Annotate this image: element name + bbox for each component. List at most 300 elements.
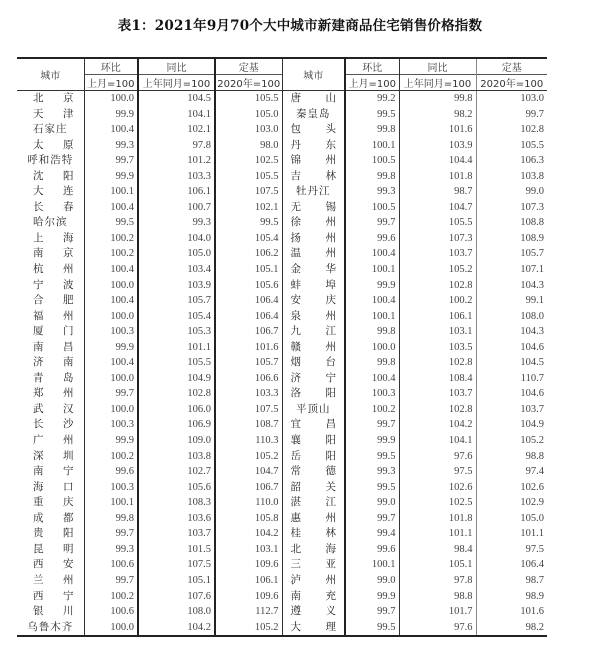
- yoy-value-right: 101.7: [399, 604, 476, 620]
- table-row: [17, 153, 547, 169]
- yoy-value-right: 101.1: [399, 526, 476, 542]
- mom-value-left: 99.9: [84, 169, 138, 185]
- header-mom-sub-right: 上月=100: [345, 75, 399, 91]
- city-name-left: [17, 464, 84, 480]
- yoy-value-left: 101.1: [138, 340, 215, 356]
- base-value-right: 101.6: [476, 604, 547, 620]
- city-name-left: [17, 122, 84, 138]
- table-row: [17, 433, 547, 449]
- city-label: 西 宁: [33, 589, 74, 602]
- city-label: 温 州: [290, 247, 336, 260]
- city-label: 银 川: [33, 605, 74, 618]
- city-name-left: [17, 495, 84, 511]
- yoy-value-right: 104.1: [399, 433, 476, 449]
- mom-value-right: 100.1: [345, 262, 399, 278]
- base-value-right: 110.7: [476, 371, 547, 387]
- header-mom-sub-left: 上月=100: [84, 75, 138, 91]
- city-name-right: [282, 620, 345, 637]
- city-name-right: [282, 542, 345, 558]
- yoy-value-right: 97.5: [399, 464, 476, 480]
- base-value-left: 106.7: [215, 480, 282, 496]
- city-label: 呼和浩特: [27, 154, 74, 167]
- mom-value-left: 100.1: [84, 184, 138, 200]
- yoy-value-left: 101.2: [138, 153, 215, 169]
- yoy-value-left: 102.1: [138, 122, 215, 138]
- base-value-right: 104.6: [476, 340, 547, 356]
- mom-value-right: 99.8: [345, 122, 399, 138]
- yoy-value-left: 103.4: [138, 262, 215, 278]
- mom-value-right: 99.7: [345, 511, 399, 527]
- city-label: 赣 州: [290, 340, 336, 353]
- mom-value-left: 100.4: [84, 355, 138, 371]
- table-row: [17, 324, 547, 340]
- base-value-left: 106.6: [215, 371, 282, 387]
- city-name-left: [17, 573, 84, 589]
- city-label: 乌鲁木齐: [27, 620, 74, 633]
- table-row: [17, 604, 547, 620]
- yoy-value-right: 105.2: [399, 262, 476, 278]
- mom-value-right: 99.6: [345, 231, 399, 247]
- yoy-value-left: 103.6: [138, 511, 215, 527]
- city-label: 襄 阳: [290, 434, 336, 447]
- base-value-right: 97.4: [476, 464, 547, 480]
- city-name-right: [282, 262, 345, 278]
- city-name-left: [17, 433, 84, 449]
- city-label: 郑 州: [33, 387, 74, 400]
- base-value-right: 99.7: [476, 107, 547, 123]
- yoy-value-left: 103.3: [138, 169, 215, 185]
- table-row: [17, 402, 547, 418]
- city-name-right: [282, 231, 345, 247]
- mom-value-left: 99.7: [84, 526, 138, 542]
- base-value-right: 103.8: [476, 169, 547, 185]
- yoy-value-left: 106.0: [138, 402, 215, 418]
- mom-value-right: 99.8: [345, 324, 399, 340]
- city-label: 韶 关: [290, 480, 336, 493]
- table-row: [17, 464, 547, 480]
- table-row: [17, 589, 547, 605]
- mom-value-left: 100.0: [84, 620, 138, 637]
- yoy-value-left: 106.1: [138, 184, 215, 200]
- city-name-left: [17, 169, 84, 185]
- base-value-left: 99.5: [215, 215, 282, 231]
- base-value-right: 101.1: [476, 526, 547, 542]
- table-row: [17, 355, 547, 371]
- mom-value-right: 100.1: [345, 309, 399, 325]
- yoy-value-right: 107.3: [399, 231, 476, 247]
- mom-value-left: 100.1: [84, 495, 138, 511]
- mom-value-right: 99.5: [345, 107, 399, 123]
- city-label: 北 海: [290, 542, 336, 555]
- base-value-left: 107.5: [215, 184, 282, 200]
- mom-value-left: 100.2: [84, 231, 138, 247]
- mom-value-right: 99.7: [345, 604, 399, 620]
- city-label: 福 州: [33, 309, 74, 322]
- city-label: 深 圳: [33, 449, 74, 462]
- header-city-right: 城市: [282, 58, 345, 91]
- table-row: [17, 449, 547, 465]
- yoy-value-left: 105.7: [138, 293, 215, 309]
- mom-value-right: 100.5: [345, 200, 399, 216]
- base-value-right: 108.9: [476, 231, 547, 247]
- city-label: 无 锡: [290, 200, 336, 213]
- mom-value-left: 100.4: [84, 122, 138, 138]
- yoy-value-left: 104.0: [138, 231, 215, 247]
- city-label: 大 理: [290, 620, 336, 633]
- base-value-left: 110.3: [215, 433, 282, 449]
- table-row: [17, 200, 547, 216]
- header-mom-left: 环比: [84, 58, 138, 75]
- city-label: 岳 阳: [290, 449, 336, 462]
- table-row: [17, 386, 547, 402]
- mom-value-left: 100.6: [84, 557, 138, 573]
- city-name-right: [282, 91, 345, 107]
- city-name-left: [17, 262, 84, 278]
- yoy-value-right: 98.2: [399, 107, 476, 123]
- mom-value-right: 100.3: [345, 386, 399, 402]
- base-value-right: 105.5: [476, 138, 547, 154]
- city-label: 洛 阳: [290, 387, 336, 400]
- base-value-left: 106.4: [215, 293, 282, 309]
- yoy-value-left: 102.7: [138, 464, 215, 480]
- city-label: 济 南: [33, 356, 74, 369]
- city-name-left: [17, 340, 84, 356]
- base-value-right: 105.0: [476, 511, 547, 527]
- base-value-left: 103.3: [215, 386, 282, 402]
- mom-value-left: 99.6: [84, 464, 138, 480]
- table-row: [17, 184, 547, 200]
- yoy-value-left: 104.1: [138, 107, 215, 123]
- header-base-right: 定基: [476, 58, 547, 75]
- city-label: 徐 州: [290, 216, 336, 229]
- city-label: 宜 昌: [290, 418, 336, 431]
- city-label: 石家庄: [33, 123, 68, 136]
- table-row: [17, 620, 547, 637]
- yoy-value-right: 103.7: [399, 246, 476, 262]
- yoy-value-right: 97.6: [399, 449, 476, 465]
- city-label: 西 安: [33, 558, 74, 571]
- city-name-right: [282, 464, 345, 480]
- yoy-value-left: 108.0: [138, 604, 215, 620]
- city-label: 上 海: [33, 231, 74, 244]
- yoy-value-right: 101.6: [399, 122, 476, 138]
- yoy-value-right: 102.8: [399, 278, 476, 294]
- table-row: [17, 246, 547, 262]
- city-label: 南 宁: [33, 465, 74, 478]
- base-value-left: 105.5: [215, 169, 282, 185]
- table-row: [17, 107, 547, 123]
- base-value-left: 105.4: [215, 231, 282, 247]
- yoy-value-right: 103.5: [399, 340, 476, 356]
- city-label: 合 肥: [33, 294, 74, 307]
- base-value-right: 104.5: [476, 355, 547, 371]
- yoy-value-right: 102.6: [399, 480, 476, 496]
- mom-value-right: 100.0: [345, 340, 399, 356]
- city-label: 烟 台: [290, 356, 336, 369]
- mom-value-right: 100.1: [345, 138, 399, 154]
- table-row: [17, 231, 547, 247]
- city-label: 桂 林: [290, 527, 336, 540]
- table-row: [17, 340, 547, 356]
- city-label: 青 岛: [33, 371, 74, 384]
- mom-value-left: 100.3: [84, 324, 138, 340]
- mom-value-left: 100.0: [84, 309, 138, 325]
- mom-value-right: 99.8: [345, 169, 399, 185]
- city-name-left: [17, 278, 84, 294]
- mom-value-left: 99.7: [84, 386, 138, 402]
- city-label: 牡丹江: [296, 185, 331, 198]
- base-value-right: 102.8: [476, 122, 547, 138]
- city-label: 长 春: [33, 200, 74, 213]
- city-label: 太 原: [33, 138, 74, 151]
- base-value-left: 103.1: [215, 542, 282, 558]
- base-value-right: 105.7: [476, 246, 547, 262]
- mom-value-right: 99.5: [345, 620, 399, 637]
- city-label: 贵 阳: [33, 527, 74, 540]
- table-row: [17, 557, 547, 573]
- yoy-value-left: 103.9: [138, 278, 215, 294]
- table-row: [17, 122, 547, 138]
- table-row: [17, 169, 547, 185]
- yoy-value-right: 103.7: [399, 386, 476, 402]
- city-name-right: [282, 122, 345, 138]
- city-name-right: [282, 309, 345, 325]
- city-name-right: [282, 371, 345, 387]
- header-yoy-left: 同比: [138, 58, 215, 75]
- city-name-right: [282, 200, 345, 216]
- mom-value-left: 100.3: [84, 417, 138, 433]
- base-value-left: 105.2: [215, 620, 282, 637]
- base-value-left: 106.2: [215, 246, 282, 262]
- yoy-value-right: 106.1: [399, 309, 476, 325]
- city-name-right: [282, 417, 345, 433]
- mom-value-left: 99.8: [84, 511, 138, 527]
- city-label: 蚌 埠: [290, 278, 336, 291]
- base-value-right: 98.8: [476, 449, 547, 465]
- city-label: 包 头: [290, 123, 336, 136]
- city-name-left: [17, 231, 84, 247]
- base-value-left: 112.7: [215, 604, 282, 620]
- table-row: [17, 573, 547, 589]
- city-label: 三 亚: [290, 558, 336, 571]
- mom-value-left: 100.2: [84, 449, 138, 465]
- yoy-value-left: 105.3: [138, 324, 215, 340]
- yoy-value-left: 109.0: [138, 433, 215, 449]
- mom-value-right: 99.3: [345, 464, 399, 480]
- city-name-right: [282, 402, 345, 418]
- city-label: 济 宁: [290, 371, 336, 384]
- city-label: 大 连: [33, 185, 74, 198]
- yoy-value-right: 108.4: [399, 371, 476, 387]
- base-value-left: 105.7: [215, 355, 282, 371]
- city-name-right: [282, 573, 345, 589]
- yoy-value-right: 105.5: [399, 215, 476, 231]
- yoy-value-right: 103.1: [399, 324, 476, 340]
- mom-value-left: 100.4: [84, 200, 138, 216]
- table-row: [17, 542, 547, 558]
- city-label: 惠 州: [290, 511, 336, 524]
- yoy-value-left: 107.5: [138, 557, 215, 573]
- mom-value-right: 99.4: [345, 526, 399, 542]
- city-name-left: [17, 107, 84, 123]
- yoy-value-left: 102.8: [138, 386, 215, 402]
- base-value-left: 102.1: [215, 200, 282, 216]
- mom-value-left: 100.4: [84, 262, 138, 278]
- mom-value-left: 100.4: [84, 293, 138, 309]
- mom-value-left: 100.2: [84, 246, 138, 262]
- base-value-left: 107.5: [215, 402, 282, 418]
- mom-value-right: 99.7: [345, 417, 399, 433]
- base-value-right: 98.9: [476, 589, 547, 605]
- yoy-value-left: 107.6: [138, 589, 215, 605]
- yoy-value-left: 103.7: [138, 526, 215, 542]
- mom-value-left: 99.9: [84, 107, 138, 123]
- yoy-value-left: 105.5: [138, 355, 215, 371]
- mom-value-right: 100.5: [345, 153, 399, 169]
- city-name-left: [17, 480, 84, 496]
- city-name-right: [282, 495, 345, 511]
- base-value-left: 109.6: [215, 589, 282, 605]
- city-name-left: [17, 200, 84, 216]
- city-label: 武 汉: [33, 402, 74, 415]
- mom-value-right: 99.8: [345, 355, 399, 371]
- city-label: 沈 阳: [33, 169, 74, 182]
- city-name-left: [17, 215, 84, 231]
- yoy-value-left: 97.8: [138, 138, 215, 154]
- table-row: [17, 480, 547, 496]
- yoy-value-left: 104.2: [138, 620, 215, 637]
- header-yoy-sub-left: 上年同月=100: [138, 75, 215, 91]
- yoy-value-right: 104.2: [399, 417, 476, 433]
- city-label: 平顶山: [296, 402, 331, 415]
- table-row: [17, 417, 547, 433]
- base-value-left: 105.2: [215, 449, 282, 465]
- city-label: 南 京: [33, 247, 74, 260]
- city-label: 兰 州: [33, 573, 74, 586]
- base-value-left: 101.6: [215, 340, 282, 356]
- city-name-left: [17, 604, 84, 620]
- city-name-left: [17, 246, 84, 262]
- table-body: [17, 91, 547, 637]
- table-row: [17, 309, 547, 325]
- base-value-left: 105.5: [215, 91, 282, 107]
- table-row: [17, 91, 547, 107]
- base-value-left: 106.1: [215, 573, 282, 589]
- table-row: [17, 511, 547, 527]
- table-row: [17, 215, 547, 231]
- city-name-left: [17, 91, 84, 107]
- yoy-value-right: 102.8: [399, 355, 476, 371]
- base-value-right: 104.9: [476, 417, 547, 433]
- base-value-left: 106.4: [215, 309, 282, 325]
- city-name-right: [282, 246, 345, 262]
- city-label: 扬 州: [290, 231, 336, 244]
- base-value-right: 98.2: [476, 620, 547, 637]
- base-value-left: 102.5: [215, 153, 282, 169]
- city-label: 昆 明: [33, 542, 74, 555]
- base-value-right: 104.3: [476, 324, 547, 340]
- mom-value-right: 100.1: [345, 557, 399, 573]
- city-name-right: [282, 169, 345, 185]
- base-value-right: 99.1: [476, 293, 547, 309]
- yoy-value-right: 104.4: [399, 153, 476, 169]
- table-row: [17, 138, 547, 154]
- mom-value-right: 99.9: [345, 589, 399, 605]
- table-row: [17, 495, 547, 511]
- city-name-right: [282, 184, 345, 200]
- city-name-right: [282, 324, 345, 340]
- city-name-left: [17, 371, 84, 387]
- mom-value-right: 100.4: [345, 246, 399, 262]
- city-name-right: [282, 604, 345, 620]
- yoy-value-right: 97.8: [399, 573, 476, 589]
- yoy-value-left: 100.7: [138, 200, 215, 216]
- city-label: 湛 江: [290, 496, 336, 509]
- base-value-left: 108.7: [215, 417, 282, 433]
- city-name-right: [282, 386, 345, 402]
- yoy-value-left: 105.4: [138, 309, 215, 325]
- city-label: 北 京: [33, 92, 74, 104]
- price-index-table: [17, 57, 547, 637]
- yoy-value-left: 105.0: [138, 246, 215, 262]
- city-label: 安 庆: [290, 294, 336, 307]
- city-label: 锦 州: [290, 154, 336, 167]
- city-name-left: [17, 184, 84, 200]
- base-value-right: 103.0: [476, 91, 547, 107]
- yoy-value-right: 98.4: [399, 542, 476, 558]
- table-row: [17, 293, 547, 309]
- mom-value-right: 99.5: [345, 449, 399, 465]
- yoy-value-right: 102.8: [399, 402, 476, 418]
- yoy-value-left: 101.5: [138, 542, 215, 558]
- yoy-value-right: 101.8: [399, 511, 476, 527]
- yoy-value-right: 98.8: [399, 589, 476, 605]
- city-name-left: [17, 417, 84, 433]
- city-name-left: [17, 293, 84, 309]
- city-name-right: [282, 449, 345, 465]
- yoy-value-left: 104.9: [138, 371, 215, 387]
- base-value-left: 105.1: [215, 262, 282, 278]
- yoy-value-right: 104.7: [399, 200, 476, 216]
- city-name-left: [17, 309, 84, 325]
- city-label: 泉 州: [290, 309, 336, 322]
- city-name-left: [17, 324, 84, 340]
- table-title: 表1：2021年9月70个大中城市新建商品住宅销售价格指数: [117, 18, 483, 34]
- yoy-value-right: 103.9: [399, 138, 476, 154]
- yoy-value-left: 105.6: [138, 480, 215, 496]
- base-value-right: 106.4: [476, 557, 547, 573]
- city-name-right: [282, 153, 345, 169]
- city-name-right: [282, 433, 345, 449]
- city-name-left: [17, 526, 84, 542]
- mom-value-left: 100.0: [84, 371, 138, 387]
- header-city-left: 城市: [17, 58, 84, 91]
- table-row: [17, 371, 547, 387]
- city-label: 金 华: [290, 263, 336, 276]
- mom-value-right: 99.9: [345, 278, 399, 294]
- base-value-left: 109.6: [215, 557, 282, 573]
- city-label: 吉 林: [290, 169, 336, 182]
- mom-value-left: 100.0: [84, 402, 138, 418]
- base-value-right: 103.7: [476, 402, 547, 418]
- base-value-left: 98.0: [215, 138, 282, 154]
- base-value-right: 102.9: [476, 495, 547, 511]
- base-value-right: 107.3: [476, 200, 547, 216]
- city-name-right: [282, 293, 345, 309]
- yoy-value-right: 97.6: [399, 620, 476, 637]
- yoy-value-left: 103.8: [138, 449, 215, 465]
- city-label: 南 昌: [33, 340, 74, 353]
